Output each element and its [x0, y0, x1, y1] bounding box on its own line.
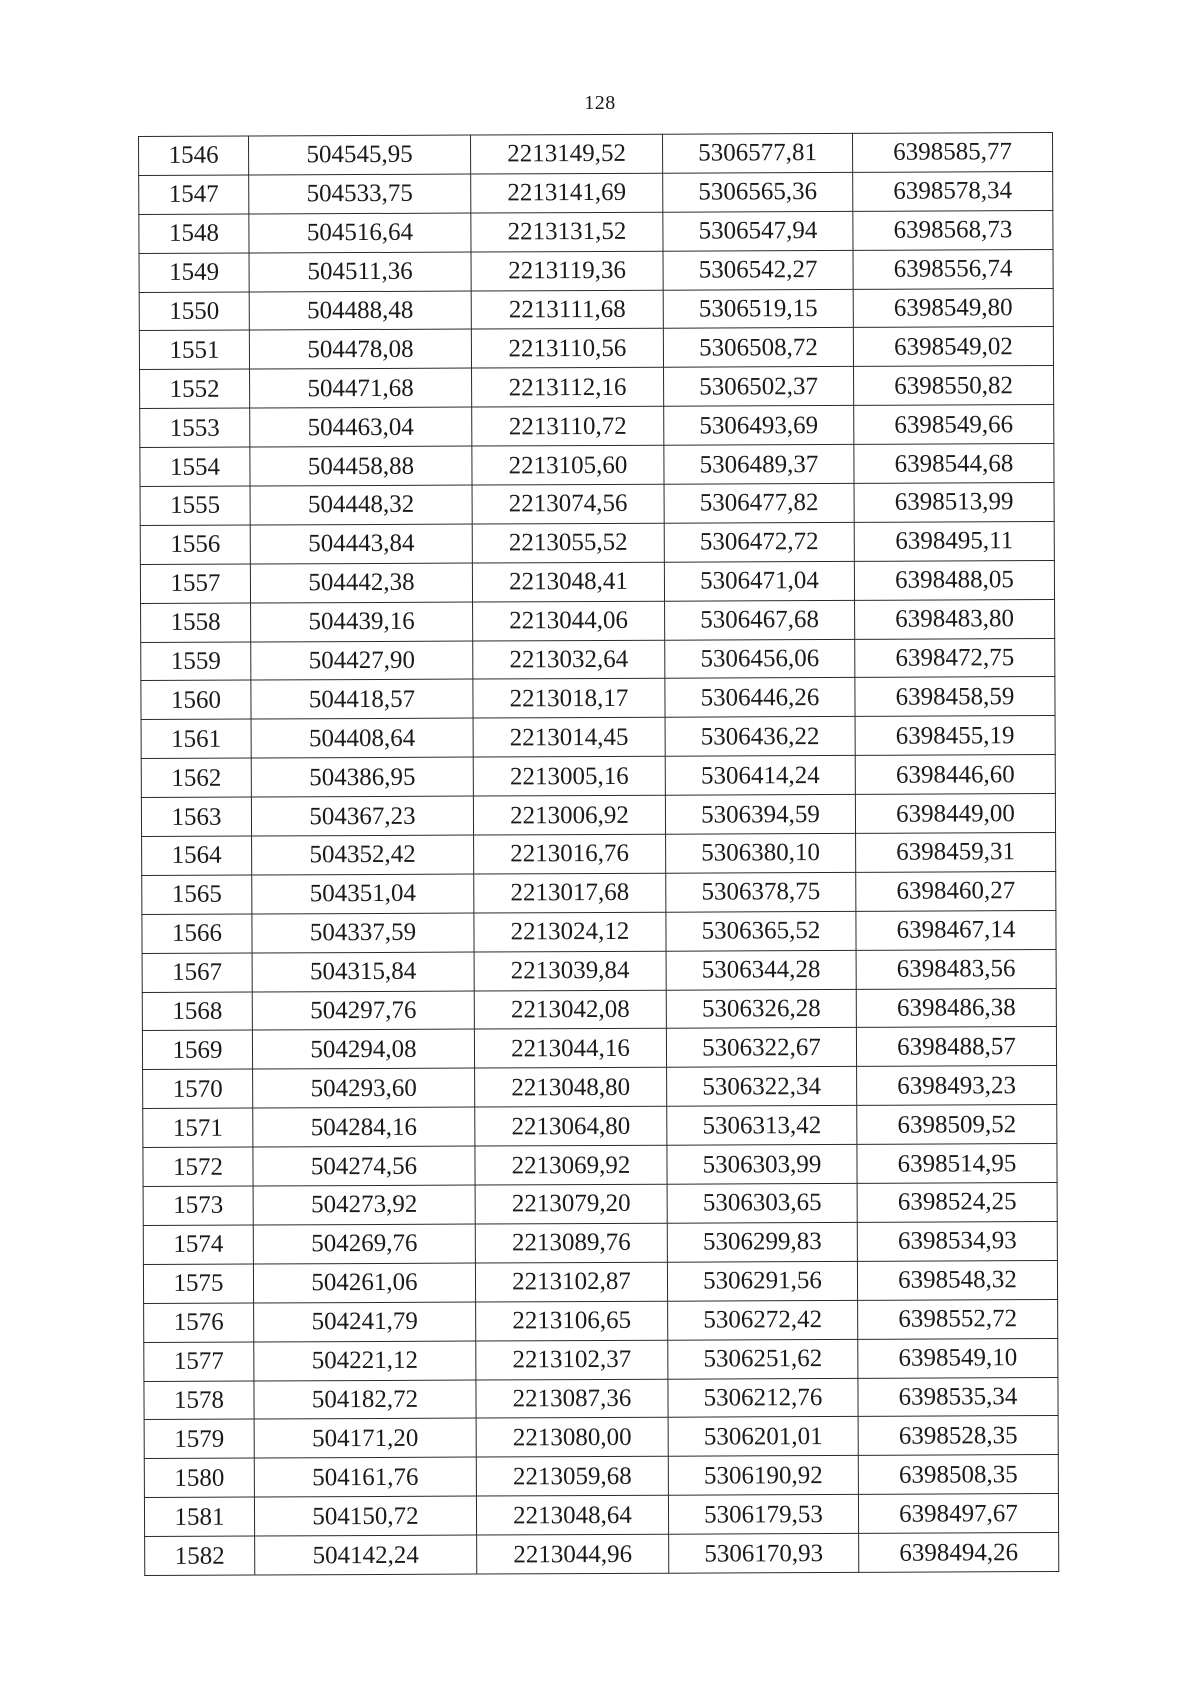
point-number-cell: 1557: [140, 564, 250, 603]
y-coordinate-cell: 2213018,17: [473, 679, 665, 719]
point-number-cell: 1552: [140, 369, 250, 408]
x2-coordinate-cell: 5306477,82: [664, 483, 854, 523]
x2-coordinate-cell: 5306326,28: [666, 989, 856, 1029]
x-coordinate-cell: 504182,72: [254, 1380, 476, 1420]
coordinates-table: [138, 132, 1059, 1576]
y-coordinate-cell: 2213102,87: [475, 1262, 667, 1302]
y2-coordinate-cell: 6398509,52: [857, 1105, 1057, 1145]
table-row: [141, 794, 1055, 837]
table-row: [139, 288, 1053, 331]
y2-coordinate-cell: 6398494,26: [859, 1533, 1059, 1573]
table-row: [142, 988, 1056, 1031]
y2-coordinate-cell: 6398483,56: [856, 949, 1056, 989]
y2-coordinate-cell: 6398472,75: [855, 638, 1055, 678]
x-coordinate-cell: 504241,79: [254, 1302, 476, 1342]
y2-coordinate-cell: 6398449,00: [855, 794, 1055, 834]
y2-coordinate-cell: 6398514,95: [857, 1144, 1057, 1184]
x-coordinate-cell: 504533,75: [249, 174, 471, 214]
y2-coordinate-cell: 6398550,82: [854, 366, 1054, 406]
x-coordinate-cell: 504297,76: [252, 991, 474, 1031]
x2-coordinate-cell: 5306303,65: [667, 1183, 857, 1223]
x-coordinate-cell: 504516,64: [249, 213, 471, 253]
x2-coordinate-cell: 5306272,42: [668, 1300, 858, 1340]
x2-coordinate-cell: 5306471,04: [664, 561, 854, 601]
y-coordinate-cell: 2213087,36: [476, 1379, 668, 1419]
y2-coordinate-cell: 6398549,66: [854, 405, 1054, 445]
x2-coordinate-cell: 5306502,37: [664, 367, 854, 407]
point-number-cell: 1548: [139, 214, 249, 253]
y-coordinate-cell: 2213080,00: [476, 1418, 668, 1458]
y-coordinate-cell: 2213131,52: [471, 212, 663, 252]
x2-coordinate-cell: 5306322,67: [666, 1028, 856, 1068]
table-row: [139, 249, 1053, 292]
y-coordinate-cell: 2213089,76: [475, 1223, 667, 1263]
y2-coordinate-cell: 6398460,27: [856, 871, 1056, 911]
table-row: [139, 133, 1053, 176]
point-number-cell: 1561: [141, 719, 251, 758]
coordinates-table-body: [139, 133, 1059, 1576]
x2-coordinate-cell: 5306303,99: [667, 1145, 857, 1185]
y-coordinate-cell: 2213039,84: [474, 951, 666, 991]
y-coordinate-cell: 2213044,96: [477, 1534, 669, 1574]
y-coordinate-cell: 2213014,45: [473, 718, 665, 758]
x-coordinate-cell: 504161,76: [254, 1457, 476, 1497]
y-coordinate-cell: 2213119,36: [471, 251, 663, 291]
x-coordinate-cell: 504408,64: [251, 718, 473, 758]
x-coordinate-cell: 504273,92: [253, 1185, 475, 1225]
table-row: [140, 483, 1054, 526]
y2-coordinate-cell: 6398486,38: [856, 988, 1056, 1028]
y-coordinate-cell: 2213024,12: [474, 912, 666, 952]
table-row: [144, 1416, 1058, 1459]
table-row: [143, 1260, 1057, 1303]
x2-coordinate-cell: 5306344,28: [666, 950, 856, 990]
point-number-cell: 1576: [144, 1303, 254, 1342]
x2-coordinate-cell: 5306212,76: [668, 1378, 858, 1418]
x2-coordinate-cell: 5306542,27: [663, 250, 853, 290]
point-number-cell: 1572: [143, 1147, 253, 1186]
x2-coordinate-cell: 5306456,06: [665, 639, 855, 679]
y-coordinate-cell: 2213112,16: [472, 368, 664, 408]
point-number-cell: 1551: [139, 330, 249, 369]
point-number-cell: 1564: [142, 836, 252, 875]
table-row: [143, 1221, 1057, 1264]
table-row: [141, 755, 1055, 798]
point-number-cell: 1550: [139, 292, 249, 331]
table-row: [144, 1377, 1058, 1420]
x2-coordinate-cell: 5306414,24: [665, 756, 855, 796]
y-coordinate-cell: 2213042,08: [474, 990, 666, 1030]
x2-coordinate-cell: 5306179,53: [668, 1495, 858, 1535]
x-coordinate-cell: 504221,12: [254, 1341, 476, 1381]
y2-coordinate-cell: 6398544,68: [854, 444, 1054, 484]
point-number-cell: 1574: [143, 1225, 253, 1264]
table-row: [142, 871, 1056, 914]
point-number-cell: 1563: [141, 797, 251, 836]
table-row: [139, 171, 1053, 214]
point-number-cell: 1571: [143, 1108, 253, 1147]
y2-coordinate-cell: 6398578,34: [853, 171, 1053, 211]
y2-coordinate-cell: 6398459,31: [856, 833, 1056, 873]
x2-coordinate-cell: 5306291,56: [667, 1261, 857, 1301]
point-number-cell: 1549: [139, 253, 249, 292]
y-coordinate-cell: 2213069,92: [475, 1145, 667, 1185]
point-number-cell: 1569: [142, 1030, 252, 1069]
y2-coordinate-cell: 6398534,93: [857, 1221, 1057, 1261]
table-row: [141, 716, 1055, 759]
y2-coordinate-cell: 6398455,19: [855, 716, 1055, 756]
x2-coordinate-cell: 5306565,36: [663, 172, 853, 212]
point-number-cell: 1582: [145, 1536, 255, 1575]
x2-coordinate-cell: 5306508,72: [663, 328, 853, 368]
point-number-cell: 1547: [139, 175, 249, 214]
y-coordinate-cell: 2213044,06: [473, 601, 665, 641]
table-row: [141, 599, 1055, 642]
x-coordinate-cell: 504439,16: [251, 602, 473, 642]
y-coordinate-cell: 2213006,92: [473, 795, 665, 835]
x-coordinate-cell: 504386,95: [251, 757, 473, 797]
y2-coordinate-cell: 6398508,35: [858, 1455, 1058, 1495]
y-coordinate-cell: 2213141,69: [471, 173, 663, 213]
table-row: [140, 560, 1054, 603]
x-coordinate-cell: 504488,48: [249, 291, 471, 331]
x-coordinate-cell: 504284,16: [253, 1107, 475, 1147]
table-row: [140, 521, 1054, 564]
y-coordinate-cell: 2213048,41: [472, 562, 664, 602]
y2-coordinate-cell: 6398552,72: [858, 1299, 1058, 1339]
point-number-cell: 1578: [144, 1381, 254, 1420]
y2-coordinate-cell: 6398497,67: [858, 1494, 1058, 1534]
y-coordinate-cell: 2213074,56: [472, 484, 664, 524]
point-number-cell: 1565: [142, 875, 252, 914]
x2-coordinate-cell: 5306493,69: [664, 406, 854, 446]
x2-coordinate-cell: 5306322,34: [667, 1067, 857, 1107]
x2-coordinate-cell: 5306547,94: [663, 211, 853, 251]
point-number-cell: 1581: [144, 1497, 254, 1536]
x-coordinate-cell: 504274,56: [253, 1146, 475, 1186]
y2-coordinate-cell: 6398568,73: [853, 210, 1053, 250]
x2-coordinate-cell: 5306378,75: [666, 872, 856, 912]
x-coordinate-cell: 504352,42: [252, 835, 474, 875]
table-row: [140, 366, 1054, 409]
point-number-cell: 1579: [144, 1419, 254, 1458]
x-coordinate-cell: 504545,95: [249, 135, 471, 175]
y2-coordinate-cell: 6398549,80: [853, 288, 1053, 328]
x-coordinate-cell: 504315,84: [252, 952, 474, 992]
table-row: [141, 638, 1055, 681]
y2-coordinate-cell: 6398524,25: [857, 1183, 1057, 1223]
x-coordinate-cell: 504478,08: [249, 330, 471, 370]
y-coordinate-cell: 2213005,16: [473, 756, 665, 796]
x-coordinate-cell: 504442,38: [250, 563, 472, 603]
x-coordinate-cell: 504150,72: [254, 1496, 476, 1536]
point-number-cell: 1573: [143, 1186, 253, 1225]
point-number-cell: 1558: [141, 603, 251, 642]
y2-coordinate-cell: 6398528,35: [858, 1416, 1058, 1456]
point-number-cell: 1546: [139, 136, 249, 175]
x2-coordinate-cell: 5306472,72: [664, 522, 854, 562]
y-coordinate-cell: 2213102,37: [476, 1340, 668, 1380]
x2-coordinate-cell: 5306577,81: [662, 133, 852, 173]
y2-coordinate-cell: 6398585,77: [852, 133, 1052, 173]
x-coordinate-cell: 504427,90: [251, 641, 473, 681]
y-coordinate-cell: 2213079,20: [475, 1184, 667, 1224]
point-number-cell: 1568: [142, 992, 252, 1031]
page-number: 128: [584, 92, 616, 114]
point-number-cell: 1559: [141, 642, 251, 681]
y-coordinate-cell: 2213149,52: [470, 134, 662, 174]
y2-coordinate-cell: 6398556,74: [853, 249, 1053, 289]
y2-coordinate-cell: 6398446,60: [855, 755, 1055, 795]
point-number-cell: 1570: [143, 1069, 253, 1108]
x-coordinate-cell: 504458,88: [250, 446, 472, 486]
table-row: [143, 1144, 1057, 1187]
y2-coordinate-cell: 6398483,80: [855, 599, 1055, 639]
point-number-cell: 1577: [144, 1342, 254, 1381]
point-number-cell: 1556: [140, 525, 250, 564]
x2-coordinate-cell: 5306313,42: [667, 1106, 857, 1146]
x-coordinate-cell: 504448,32: [250, 485, 472, 525]
table-row: [142, 833, 1056, 876]
table-row: [140, 405, 1054, 448]
y2-coordinate-cell: 6398549,02: [853, 327, 1053, 367]
y-coordinate-cell: 2213105,60: [472, 445, 664, 485]
y-coordinate-cell: 2213064,80: [475, 1106, 667, 1146]
table-row: [141, 677, 1055, 720]
point-number-cell: 1560: [141, 680, 251, 719]
x-coordinate-cell: 504142,24: [255, 1535, 477, 1575]
point-number-cell: 1575: [143, 1264, 253, 1303]
x2-coordinate-cell: 5306394,59: [665, 795, 855, 835]
x2-coordinate-cell: 5306380,10: [666, 833, 856, 873]
point-number-cell: 1555: [140, 486, 250, 525]
y2-coordinate-cell: 6398548,32: [857, 1260, 1057, 1300]
x-coordinate-cell: 504351,04: [252, 874, 474, 914]
y-coordinate-cell: 2213016,76: [474, 834, 666, 874]
y-coordinate-cell: 2213048,80: [475, 1068, 667, 1108]
x2-coordinate-cell: 5306201,01: [668, 1417, 858, 1457]
y-coordinate-cell: 2213044,16: [474, 1029, 666, 1069]
y2-coordinate-cell: 6398549,10: [858, 1338, 1058, 1378]
table-row: [144, 1338, 1058, 1381]
table-row: [143, 1183, 1057, 1226]
y-coordinate-cell: 2213059,68: [476, 1456, 668, 1496]
point-number-cell: 1580: [144, 1458, 254, 1497]
table-row: [142, 910, 1056, 953]
y-coordinate-cell: 2213048,64: [476, 1495, 668, 1535]
y-coordinate-cell: 2213017,68: [474, 873, 666, 913]
table-row: [144, 1494, 1058, 1537]
y2-coordinate-cell: 6398467,14: [856, 910, 1056, 950]
x-coordinate-cell: 504463,04: [250, 407, 472, 447]
x2-coordinate-cell: 5306299,83: [667, 1222, 857, 1262]
y2-coordinate-cell: 6398513,99: [854, 483, 1054, 523]
y-coordinate-cell: 2213111,68: [471, 290, 663, 330]
point-number-cell: 1554: [140, 447, 250, 486]
y2-coordinate-cell: 6398488,57: [856, 1027, 1056, 1067]
y-coordinate-cell: 2213110,72: [472, 406, 664, 446]
x-coordinate-cell: 504269,76: [253, 1224, 475, 1264]
table-row: [145, 1533, 1059, 1576]
point-number-cell: 1566: [142, 914, 252, 953]
x-coordinate-cell: 504471,68: [250, 368, 472, 408]
y2-coordinate-cell: 6398495,11: [854, 521, 1054, 561]
x2-coordinate-cell: 5306170,93: [669, 1533, 859, 1573]
x-coordinate-cell: 504294,08: [252, 1030, 474, 1070]
x-coordinate-cell: 504261,06: [253, 1263, 475, 1303]
point-number-cell: 1553: [140, 408, 250, 447]
y-coordinate-cell: 2213110,56: [471, 329, 663, 369]
point-number-cell: 1562: [141, 758, 251, 797]
x2-coordinate-cell: 5306467,68: [665, 600, 855, 640]
x-coordinate-cell: 504511,36: [249, 252, 471, 292]
point-number-cell: 1567: [142, 953, 252, 992]
table-row: [144, 1455, 1058, 1498]
table-row: [140, 444, 1054, 487]
x2-coordinate-cell: 5306190,92: [668, 1456, 858, 1496]
x2-coordinate-cell: 5306251,62: [668, 1339, 858, 1379]
x2-coordinate-cell: 5306436,22: [665, 717, 855, 757]
x-coordinate-cell: 504171,20: [254, 1418, 476, 1458]
y2-coordinate-cell: 6398488,05: [854, 560, 1054, 600]
table-row: [139, 210, 1053, 253]
x-coordinate-cell: 504443,84: [250, 524, 472, 564]
x2-coordinate-cell: 5306519,15: [663, 289, 853, 329]
table-row: [139, 327, 1053, 370]
y-coordinate-cell: 2213106,65: [476, 1301, 668, 1341]
x-coordinate-cell: 504418,57: [251, 680, 473, 720]
x-coordinate-cell: 504367,23: [251, 796, 473, 836]
table-row: [143, 1066, 1057, 1109]
y2-coordinate-cell: 6398535,34: [858, 1377, 1058, 1417]
x2-coordinate-cell: 5306489,37: [664, 445, 854, 485]
table-row: [142, 949, 1056, 992]
x-coordinate-cell: 504337,59: [252, 913, 474, 953]
x2-coordinate-cell: 5306446,26: [665, 678, 855, 718]
y-coordinate-cell: 2213055,52: [472, 523, 664, 563]
x-coordinate-cell: 504293,60: [253, 1068, 475, 1108]
table-row: [144, 1299, 1058, 1342]
x2-coordinate-cell: 5306365,52: [666, 911, 856, 951]
table-row: [143, 1105, 1057, 1148]
y2-coordinate-cell: 6398458,59: [855, 677, 1055, 717]
y-coordinate-cell: 2213032,64: [473, 640, 665, 680]
table-row: [142, 1027, 1056, 1070]
y2-coordinate-cell: 6398493,23: [857, 1066, 1057, 1106]
